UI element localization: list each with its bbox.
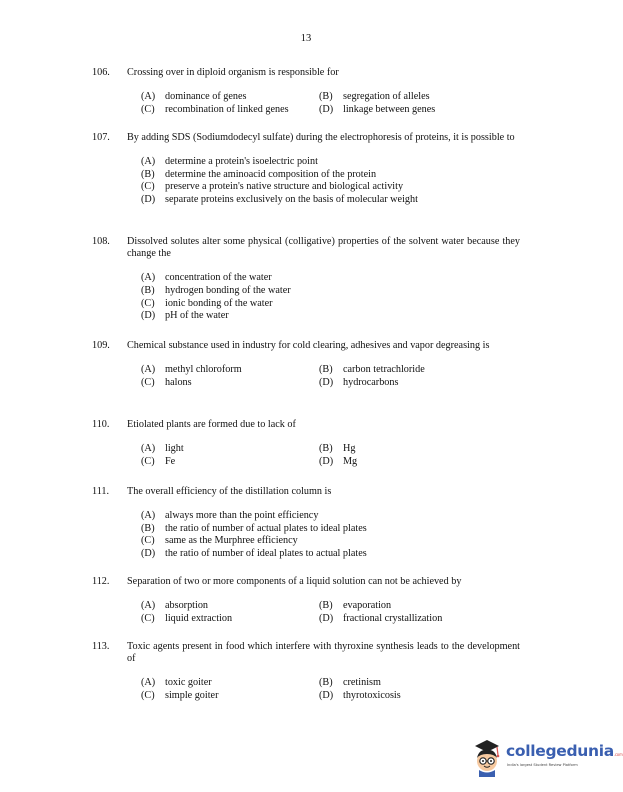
options (141, 91, 520, 116)
option-d: (D) linkage between genes (319, 103, 436, 115)
question-text: By adding SDS (Sodiumdodecyl sulfate) during the electrophoresis of proteins, it is possible to (127, 132, 515, 143)
option-c: (C) Fe (141, 455, 176, 467)
question-text: Crossing over in diploid organism is responsible for (127, 67, 339, 78)
option-c: (C) halons (141, 376, 192, 388)
options (141, 364, 520, 389)
page-number: 13 (300, 33, 312, 44)
option-c: (C) simple goiter (141, 690, 219, 701)
option-a: (A) methyl chloroform (141, 364, 242, 376)
question-text: Chemical substance used in industry for cold clearing, adhesives and vapor degreasing is (127, 340, 490, 351)
options (141, 510, 520, 560)
option-d: (D) hydrocarbons (319, 376, 399, 388)
question-110 (92, 419, 520, 468)
logo-wordmark: collegedunia.com (506, 742, 623, 760)
question-106 (92, 67, 520, 116)
question-107 (92, 132, 520, 207)
option-a: (A) absorption (141, 600, 209, 612)
question-number: 111. (92, 486, 110, 497)
options (141, 156, 520, 206)
option-a: (A) determine a protein's isoelectric point (141, 156, 318, 168)
question-text: Etiolated plants are formed due to lack of (127, 419, 296, 430)
question-108 (92, 236, 520, 323)
question-text: Separation of two or more components of a liquid solution can not be achieved by (127, 576, 462, 587)
options (141, 272, 520, 322)
option-d: (D) the ratio of number of ideal plates to actual plates (141, 547, 367, 559)
option-d: (D) Mg (319, 455, 358, 467)
option-d: (D) separate proteins exclusively on the basis of molecular weight (141, 193, 418, 205)
question-number: 113. (92, 641, 110, 652)
option-d: (D) fractional crystallization (319, 612, 443, 624)
question-111 (92, 486, 520, 561)
question-number: 108. (92, 236, 110, 247)
option-a: (A) dominance of genes (141, 91, 247, 103)
option-c: (C) recombination of linked genes (141, 103, 289, 115)
option-a: (A) concentration of the water (141, 272, 272, 284)
student-mascot-icon (470, 737, 504, 777)
options (141, 677, 520, 702)
question-number: 112. (92, 576, 110, 587)
option-a: (A) always more than the point efficiency (141, 510, 319, 522)
option-a: (A) toxic goiter (141, 677, 212, 689)
option-c: (C) ionic bonding of the water (141, 297, 273, 309)
option-b: (B) the ratio of number of actual plates to ideal plates (141, 522, 367, 534)
question-text: Toxic agents present in food which interfere with thyroxine synthesis leads to the development of (127, 641, 520, 665)
option-d: (D) thyrotoxicosis (319, 690, 401, 701)
option-b: (B) determine the aminoacid composition of the protein (141, 168, 377, 180)
option-c: (C) preserve a protein's native structure and biological activity (141, 181, 404, 193)
question-109 (92, 340, 520, 389)
option-b: (B) cretinism (319, 677, 381, 689)
collegedunia-logo (470, 735, 623, 779)
options (141, 600, 520, 625)
question-113 (92, 641, 520, 703)
question-text: The overall efficiency of the distillation column is (127, 486, 332, 497)
option-b: (B) Hg (319, 443, 356, 455)
logo-tagline: India's largest Student Review Platform (507, 763, 578, 767)
option-b: (B) hydrogen bonding of the water (141, 285, 291, 296)
question-number: 107. (92, 132, 110, 143)
question-number: 106. (92, 67, 110, 78)
question-112 (92, 576, 520, 625)
question-number: 110. (92, 419, 110, 430)
option-c: (C) liquid extraction (141, 612, 233, 624)
question-number: 109. (92, 340, 110, 351)
option-b: (B) segregation of alleles (319, 91, 430, 103)
option-b: (B) carbon tetrachloride (319, 364, 425, 376)
options (141, 443, 520, 468)
option-c: (C) same as the Murphree efficiency (141, 535, 298, 547)
option-d: (D) pH of the water (141, 310, 229, 322)
question-text: Dissolved solutes alter some physical (colligative) properties of the solvent water because they change the (127, 236, 520, 260)
option-b: (B) evaporation (319, 600, 392, 612)
option-a: (A) light (141, 443, 184, 455)
